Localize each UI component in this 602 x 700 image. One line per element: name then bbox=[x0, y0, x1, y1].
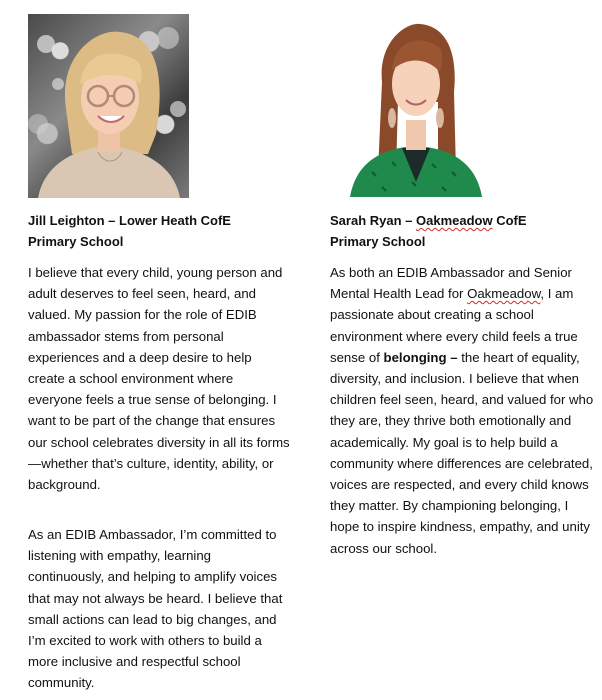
para-text: , I am passionate about creating a school environment where every child feels a true sense of bbox=[330, 286, 578, 365]
para-bold-belonging: belonging – bbox=[383, 349, 458, 365]
sarah-paragraph bbox=[330, 262, 596, 559]
jill-paragraph-1: I believe that every child, young person and adult deserves to feel seen, heard, and valued. My passion for the role of EDIB ambassador stems from personal experiences and a deep desire to help create a school environment where everyone feels a true sense of belonging. I want to be part of the change that ensures our school celebrates diversity in all its forms—whether that’s culture, identity, ability, or background. bbox=[28, 265, 290, 493]
para-text: As both an EDIB Ambassador and Senior Mental Health Lead for bbox=[330, 265, 572, 302]
name-prefix: Sarah Ryan – bbox=[330, 213, 416, 228]
spellcheck-school-name: Oakmeadow bbox=[416, 213, 493, 228]
name-line: Primary School bbox=[28, 234, 124, 249]
jill-paragraph-2: As an EDIB Ambassador, I’m committed to listening with empathy, learning continuously, and helping to amplify voices that may not always be heard. I believe that small actions can lead to big changes, and I’m excited to work with others to build a more inclusive and respectful school community. bbox=[28, 527, 283, 691]
sarah-ryan-photo bbox=[342, 22, 490, 197]
name-suffix: CofE bbox=[492, 213, 527, 228]
name-line: Primary School bbox=[330, 234, 426, 249]
spellcheck-school-name: Oakmeadow bbox=[467, 286, 541, 302]
jill-leighton-photo bbox=[28, 14, 189, 198]
jill-leighton-name bbox=[28, 210, 290, 252]
sarah-ryan-name bbox=[330, 210, 595, 252]
name-line: Jill Leighton – Lower Heath CofE bbox=[28, 213, 231, 228]
name-line bbox=[330, 210, 595, 231]
para-text: the heart of equality, diversity, and inclusion. I believe that when children feel seen, heard, and valued for who they are, they thrive both emotionally and academically. My goal is to help build a community where differences are celebrated, voices are respected, and every child knows they matter. By championing belonging, I hope to inspire kindness, empathy, and unity across our school. bbox=[330, 349, 594, 556]
